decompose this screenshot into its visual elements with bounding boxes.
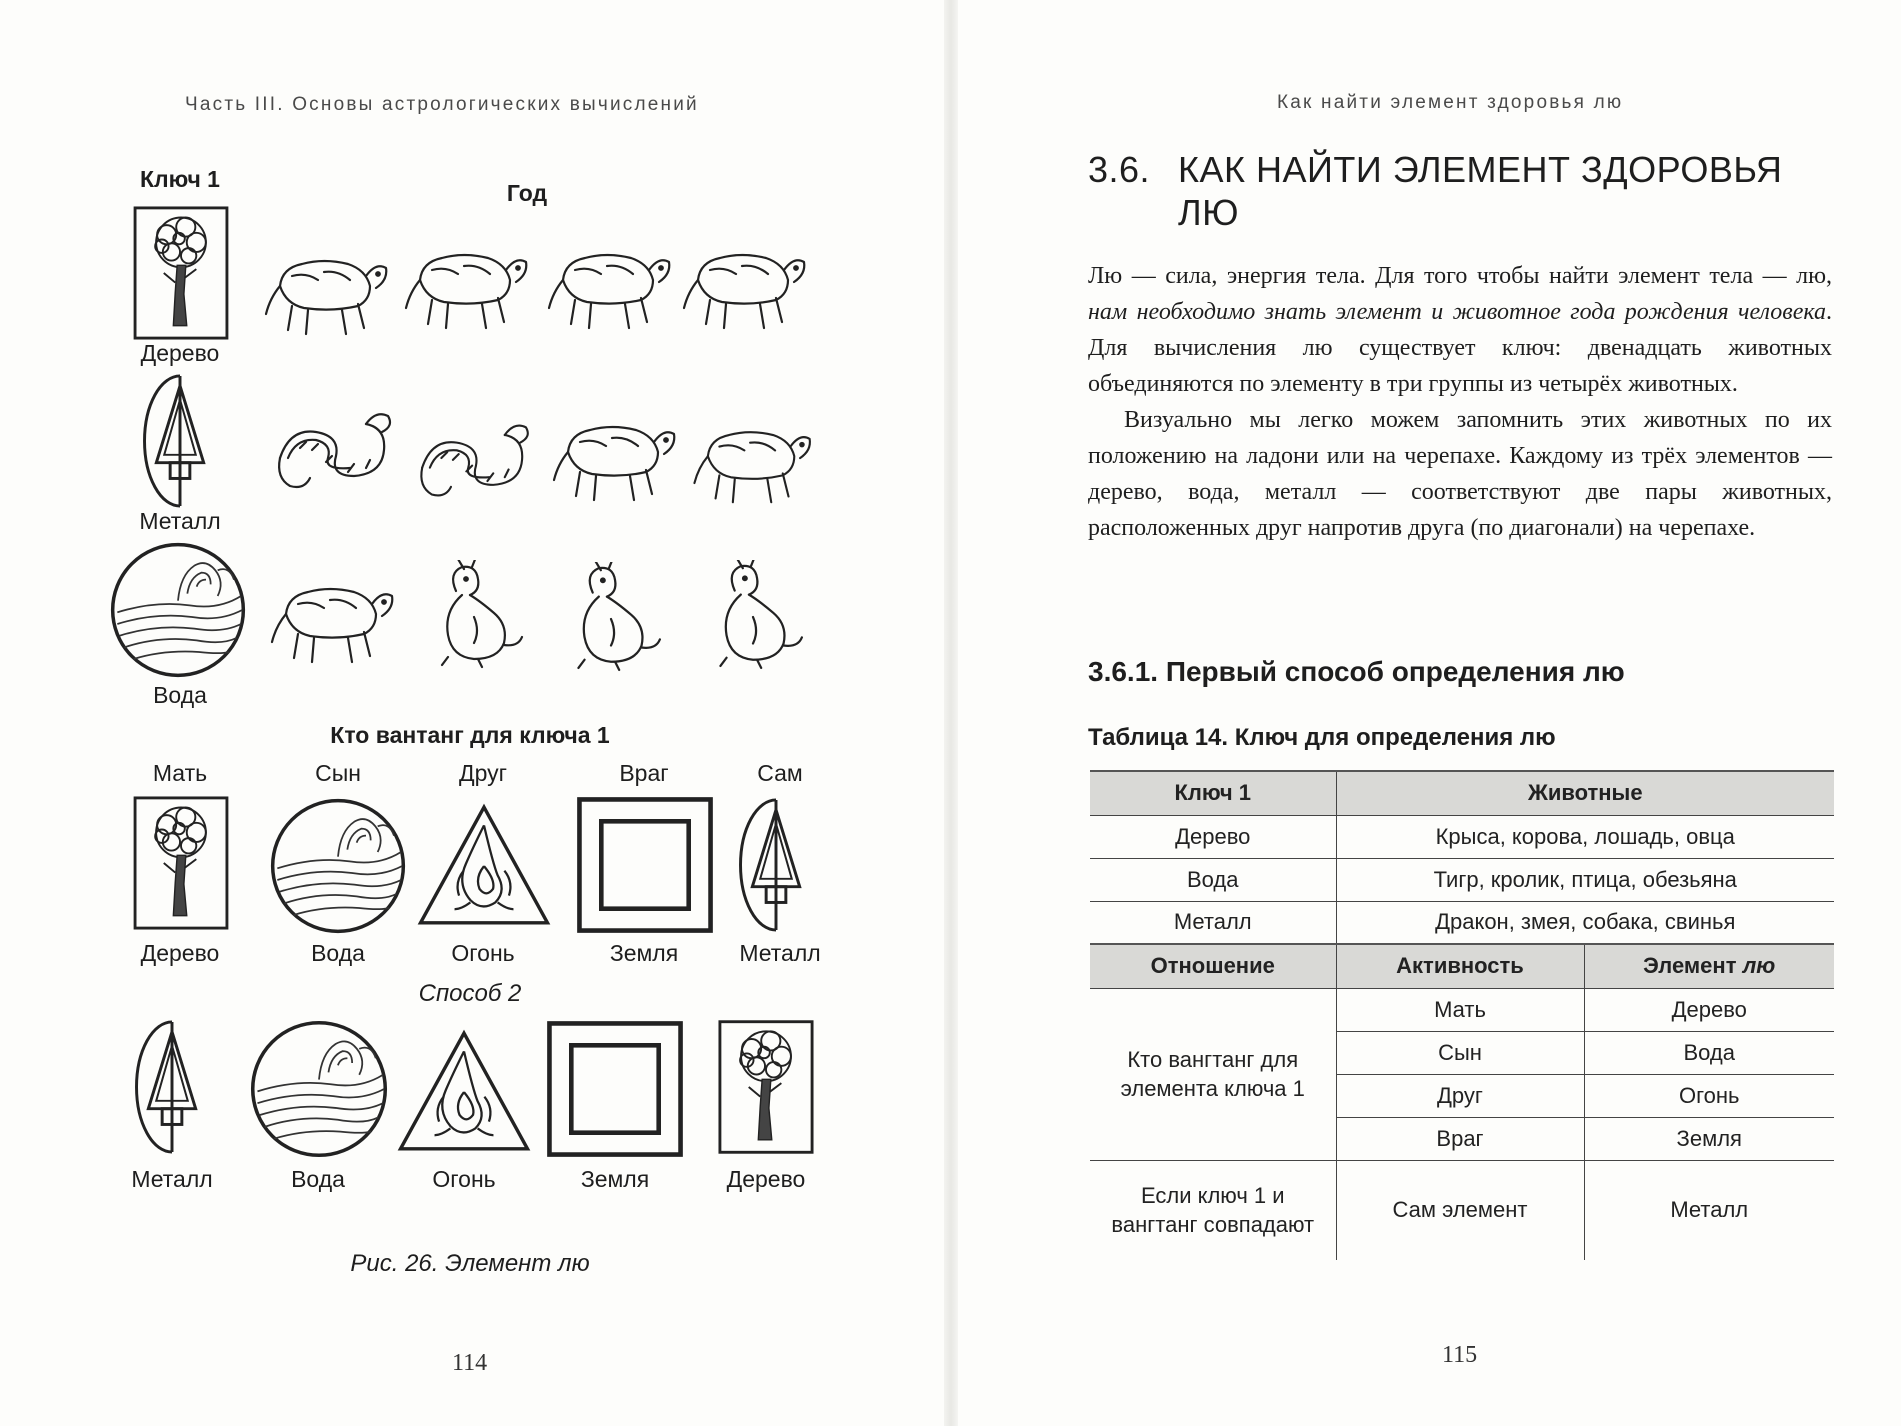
table-header-row [1090,944,1834,988]
water-icon [108,540,248,680]
table-cell: Вода [1090,858,1336,901]
bird-icon [696,560,808,672]
table-header-cell: Активность [1336,944,1584,988]
key-table [1090,770,1834,1260]
method2-title: Способ 2 [418,980,522,1007]
method1-label: Вода [311,940,365,966]
table-cell: Мать [1336,988,1584,1031]
table-cell: Дракон, змея, собака, свинья [1336,901,1834,944]
key-title: Ключ 1 [140,166,220,192]
snake-icon [408,410,542,506]
earth-icon [576,796,714,934]
pig-icon [690,412,816,508]
method1-label: Металл [739,940,821,966]
tree-icon [133,796,229,930]
water-icon [268,796,408,936]
method2-label: Вода [291,1166,345,1192]
rabbit-icon [418,560,528,672]
page-number-right: 115 [1442,1342,1478,1368]
year-title: Год [506,180,548,206]
table-header-cell: Элемент лю [1584,944,1834,988]
rat-icon [262,240,392,340]
running-head-left: Часть III. Основы астрологических вычислений [185,94,699,115]
key-element-label: Металл [139,508,221,534]
paragraph-2: Визуально мы легко можем запомнить этих животных по их положению на ладони или на черепахе. Каждому из трёх элементов — дерево, вода, металл — соответствуют две пары животных, расположенных друг напротив друга (по диагонали) на черепахе. [1088,407,1832,541]
dragon-icon [270,398,400,498]
paragraph-1: Лю — сила, энергия тела. Для того чтобы найти элемент тела — лю, нам необходимо знать элемент и животное года рождения человека. Для вычисления лю существует ключ: двенадцать животных объединяются по элементу в три группы из четырёх животных. [1088,263,1832,397]
water-icon [248,1018,390,1160]
table-cell: Сам элемент [1336,1160,1584,1260]
earth-icon [546,1020,684,1158]
sheep-icon [680,228,810,340]
table-cell: Земля [1584,1117,1834,1160]
method1-label: Дерево [140,940,220,966]
monkey-icon [554,562,666,674]
figure-caption: Рис. 26. Элемент лю [350,1250,590,1277]
subsection-title: 3.6.1. Первый способ определения лю [1088,656,1625,687]
method1-label: Земля [609,940,679,966]
relation-label: Сын [315,760,361,786]
table-cell: Дерево [1090,815,1336,858]
metal-icon [736,796,816,934]
relation-label: Сам [757,760,803,786]
section-title-line1: КАК НАЙТИ ЭЛЕМЕНТ ЗДОРОВЬЯ [1178,149,1783,190]
table-cell: Металл [1670,1197,1749,1223]
table-cell: Крыса, корова, лошадь, овца [1336,815,1834,858]
table-cell: Металл [1090,901,1336,944]
table-group-cell: Кто вангтанг для элемента ключа 1 [1090,988,1336,1160]
body-text [1088,258,1832,546]
table-header-cell: Отношение [1090,944,1336,988]
table-cell: Огонь [1584,1074,1834,1117]
relation-label: Друг [459,760,507,786]
table-row [1090,988,1834,1031]
tree-icon [718,1018,814,1156]
left-page [0,0,950,1426]
paragraph-1-emphasis: нам необходимо знать элемент и животное года рождения человека [1088,299,1826,325]
key-element-label: Вода [153,682,207,708]
method1-label: Огонь [451,940,515,966]
method2-label: Металл [131,1166,213,1192]
table-cell: Тигр, кролик, птица, обезьяна [1336,858,1834,901]
ox-icon [402,228,532,340]
section-number: 3.6. [1088,149,1151,190]
table-header-cell: Ключ 1 [1090,771,1336,815]
table-cell: Если ключ 1 и вангтанг совпадают [1090,1160,1336,1260]
table-cell: Вода [1584,1031,1834,1074]
table-header-row [1090,771,1834,815]
table-cell: Друг [1336,1074,1584,1117]
table-cell: Дерево [1584,988,1834,1031]
table-header-cell: Животные [1336,771,1834,815]
fire-icon [396,1026,532,1156]
table-row [1090,901,1834,944]
method2-label: Земля [580,1166,650,1192]
metal-icon [132,1018,212,1156]
page-number-left: 114 [452,1350,488,1376]
relation-label: Мать [152,760,208,786]
metal-icon [140,372,220,510]
fire-icon [416,800,552,930]
tree-icon [133,206,229,340]
table-caption: Таблица 14. Ключ для определения лю [1088,724,1556,751]
method2-label: Огонь [432,1166,496,1192]
dog-icon [550,404,680,508]
horse-icon [545,228,675,340]
key-element-label: Дерево [140,340,220,366]
table-cell: Враг [1336,1117,1584,1160]
table-row [1090,1160,1834,1260]
table-cell: Сын [1336,1031,1584,1074]
relation-label: Враг [619,760,669,786]
table-row [1090,858,1834,901]
tiger-icon [268,564,398,672]
right-page [950,0,1901,1426]
wangtang-title: Кто вантанг для ключа 1 [330,722,610,748]
section-title-line2: ЛЮ [1178,192,1239,233]
table-row [1090,815,1834,858]
method2-label: Дерево [726,1166,806,1192]
running-head-right: Как найти элемент здоровья лю [1277,92,1624,113]
